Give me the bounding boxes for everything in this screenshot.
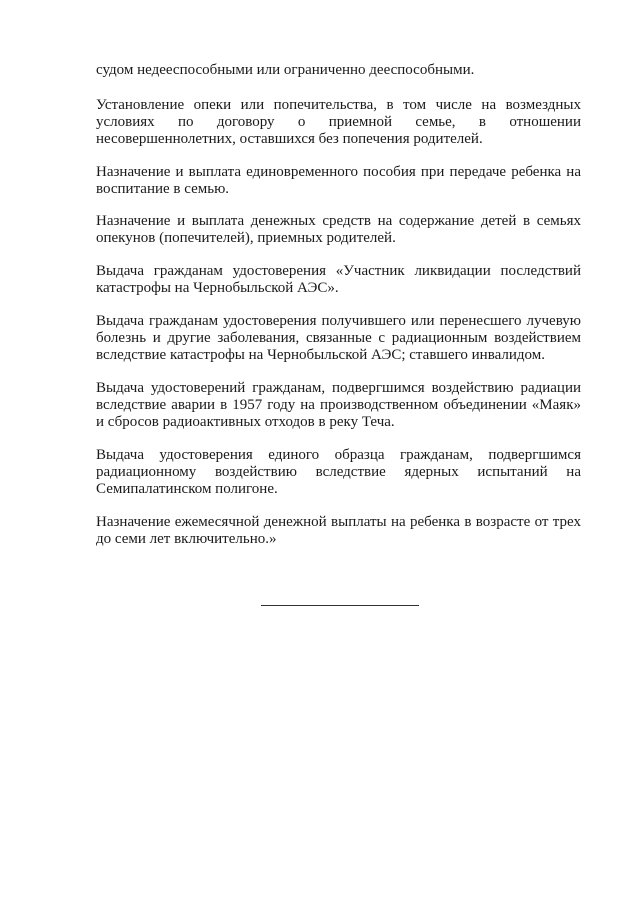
paragraph-2: Установление опеки или попечительства, в том числе на возмездных условиях по договору о приемной семье, в отношении несовершеннолетних, оставшихся без попечения родителей. — [96, 97, 581, 147]
paragraph-3: Назначение и выплата единовременного пособия при передаче ребенка на воспитание в семью. — [96, 164, 581, 197]
paragraph-7: Выдача удостоверений гражданам, подвергшимся воздействию радиации вследствие аварии в 1957 году на производственном объединении «Маяк» и сбросов радиоактивных отходов в реку Теча. — [96, 380, 581, 430]
paragraph-9: Назначение ежемесячной денежной выплаты на ребенка в возрасте от трех до семи лет включительно.» — [96, 514, 581, 547]
paragraph-4: Назначение и выплата денежных средств на содержание детей в семьях опекунов (попечителей), приемных родителей. — [96, 213, 581, 246]
end-divider — [261, 605, 419, 606]
paragraph-1: судом недееспособными или ограниченно дееспособными. — [96, 62, 475, 78]
paragraph-6: Выдача гражданам удостоверения получившего или перенесшего лучевую болезнь и другие заболевания, связанные с радиационным воздействием вследствие катастрофы на Чернобыльской АЭС; ставшего инвалидом. — [96, 313, 581, 363]
paragraph-8: Выдача удостоверения единого образца гражданам, подвергшимся радиационному воздействию вследствие ядерных испытаний на Семипалатинском полигоне. — [96, 447, 581, 497]
paragraph-5: Выдача гражданам удостоверения «Участник ликвидации последствий катастрофы на Чернобыльской АЭС». — [96, 263, 581, 296]
